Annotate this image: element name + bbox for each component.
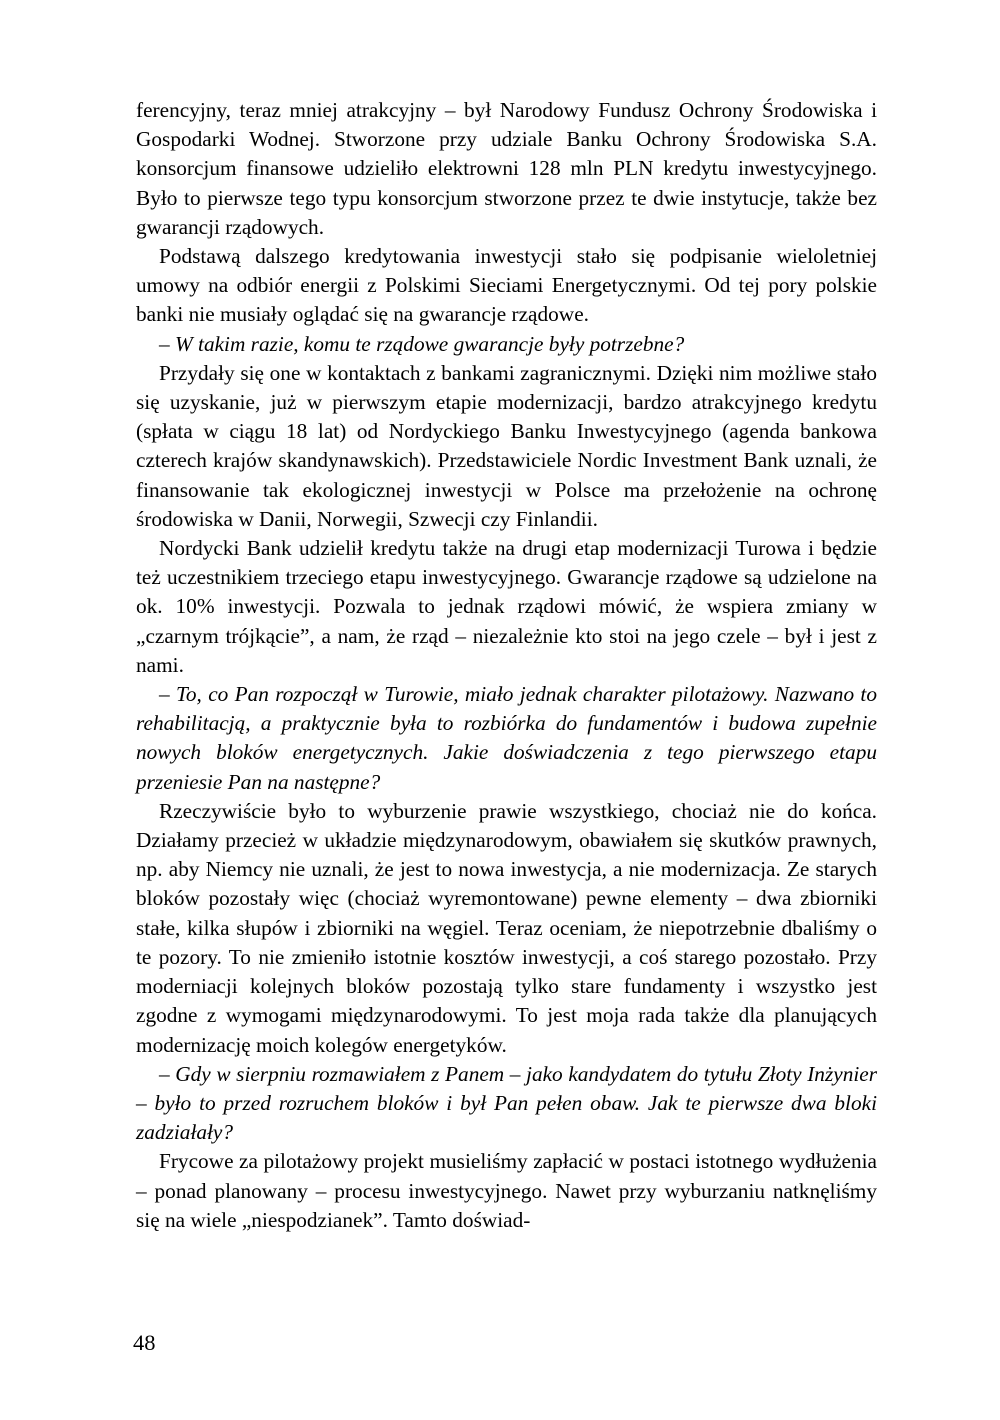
paragraph-answer: Przydały się one w kontaktach z bankami zagranicznymi. Dzięki nim możliwe stało się uzyskanie, już w pierwszym etapie modernizacji, bardzo atrakcyjnego kredytu (spłata w ciągu 18 lat) od Nordyckiego Banku Inwestycyjnego (agenda bankowa czterech krajów skandynawskich). Przedstawiciele Nordic Investment Bank uznali, że finansowanie tak ekologicznej inwestycji w Polsce ma przełożenie na ochronę środowiska w Danii, Norwegii, Szwecji czy Finlandii. (136, 360, 877, 531)
paragraph-continuation: ferencyjny, teraz mniej atrakcyjny – był Narodowy Fundusz Ochrony Środowiska i Gospodarki Wodnej. Stworzone przy udziale Banku Ochrony Środowiska S.A. konsorcjum finansowe udzieliło elektrowni 128 mln PLN kredytu inwestycyjnego. Było to pierwsze tego typu konsorcjum stworzone przez te dwie instytucje, także bez gwarancji rządowych. (136, 98, 877, 239)
text-column (136, 96, 877, 1235)
paragraph-answer: Nordycki Bank udzielił kredytu także na drugi etap modernizacji Turowa i będzie też uczestnikiem trzeciego etapu inwestycyjnego. Gwarancje rządowe są udzielone na ok. 10% inwestycji. Pozwala to jednak rządowi mówić, że wspiera zmiany w „czarnym trójkącie”, a nam, że rząd – niezależnie kto stoi na jego czele – był i jest z nami. (136, 536, 877, 677)
interview-question: – To, co Pan rozpoczął w Turowie, miało jednak charakter pilotażowy. Nazwano to rehabilitacją, a praktycznie była to rozbiórka do fundamentów i budowa zupełnie nowych bloków energetycznych. Jakie doświadczenia z tego pierwszego etapu przeniesie Pan na następne? (136, 682, 877, 794)
page-number: 48 (133, 1330, 156, 1355)
paragraph-answer: Rzeczywiście było to wyburzenie prawie wszystkiego, chociaż nie do końca. Działamy przecież w układzie międzynarodowym, obawiałem się skutków prawnych, np. aby Niemcy nie uznali, że jest to nowa inwestycja, a nie modernizacja. Ze starych bloków pozostały więc (chociaż wyremontowane) pewne elementy – dwa zbiorniki stałe, kilka słupów i zbiorniki na węgiel. Teraz oceniam, że niepotrzebnie dbaliśmy o te pozory. To nie zmieniło istotnie kosztów inwestycji, a coś starego pozostało. Przy moderniacji kolejnych bloków pozostają tylko stare fundamenty i wszystko jest zgodne z wymogami międzynarodowymi. To jest moja rada także dla planujących modernizację moich kolegów energetyków. (136, 798, 877, 1057)
paragraph-answer: Frycowe za pilotażowy projekt musieliśmy zapłacić w postaci istotnego wydłużenia – ponad planowany – procesu inwestycyjnego. Nawet przy wyburzaniu natknęliśmy się na wiele „niespodzianek”. Tamto doświad- (136, 1149, 877, 1232)
interview-question: – W takim razie, komu te rządowe gwarancje były potrzebne? (159, 331, 685, 356)
interview-question: – Gdy w sierpniu rozmawiałem z Panem – jako kandydatem do tytułu Złoty Inżynier – było to przed rozruchem bloków i był Pan pełen obaw. Jak te pierwsze dwa bloki zadziałały? (136, 1061, 877, 1145)
paragraph-answer: Podstawą dalszego kredytowania inwestycji stało się podpisanie wieloletniej umowy na odbiór energii z Polskimi Sieciami Energetycznymi. Od tej pory polskie banki nie musiały oglądać się na gwarancje rządowe. (136, 244, 877, 327)
